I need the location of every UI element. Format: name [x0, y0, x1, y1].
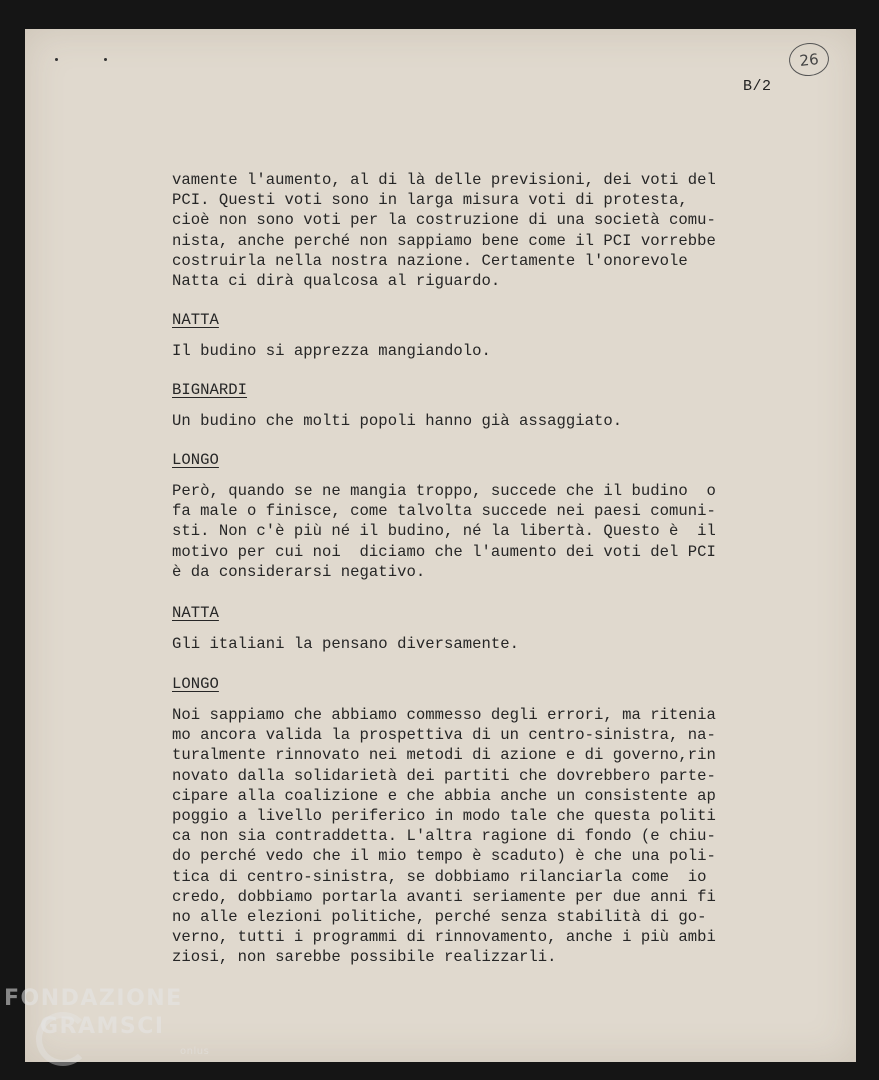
paragraph: Gli italiani la pensano diversamente. [172, 635, 519, 653]
paragraph: Però, quando se ne mangia troppo, succede che il budino o fa male o finisce, come talvolta succede nei paesi comuni- sti. Non c'è più né il budino, né la libertà. Questo è il motivo per cui noi diciamo che l'aumento dei voti del PCI è da considerarsi negativo. [172, 482, 716, 581]
fondazione-gramsci-watermark [4, 986, 210, 1057]
watermark-line-1: FONDAZIONE [4, 986, 183, 1011]
watermark-line-2: GRAMSCI [40, 1014, 165, 1039]
speaker-name: NATTA [172, 311, 219, 329]
paragraph: Noi sappiamo che abbiamo commesso degli errori, ma ritenia mo ancora valida la prospettiva di un centro-sinistra, na- turalmente rinnovato nei metodi di azione e di governo,rin novato dalla solidarietà dei partiti che dovrebbero parte- cipare alla coalizione e che abbia anche un consistente ap poggio a livello periferico in modo tale che questa politi ca non sia contraddetta. L'altra ragione di fondo (e chiu- do perché vedo che il mio tempo è scaduto) è che una poli- tica di centro-sinistra, se dobbiamo rilanciarla come io credo, dobbiamo portarla avanti seriamente per due anni fi no alle elezioni politiche, perché senza stabilità di go- verno, tutti i programmi di rinnovamento, anche i più ambi ziosi, non sarebbe possibile realizzarli. [172, 706, 716, 967]
watermark-subtitle: onlus [180, 1046, 210, 1057]
section-code: B/2 [743, 78, 772, 95]
paragraph: vamente l'aumento, al di là delle previsioni, dei voti del PCI. Questi voti sono in larga misura voti di protesta, cioè non sono voti per la costruzione di una società comu- nista, anche perché non sappiamo bene come il PCI vorrebbe costruirla nella nostra nazione. Certamente l'onorevole Natta ci dirà qualcosa al riguardo. [172, 171, 716, 291]
speaker-name: LONGO [172, 451, 219, 469]
page-number: 26 [798, 49, 820, 70]
paper-speck [104, 58, 107, 61]
paragraph: Un budino che molti popoli hanno già assaggiato. [172, 412, 623, 430]
paper-speck [55, 58, 58, 61]
paragraph: Il budino si apprezza mangiandolo. [172, 342, 491, 360]
speaker-name: BIGNARDI [172, 381, 248, 399]
speaker-name: NATTA [172, 604, 219, 622]
speaker-name: LONGO [172, 675, 219, 693]
